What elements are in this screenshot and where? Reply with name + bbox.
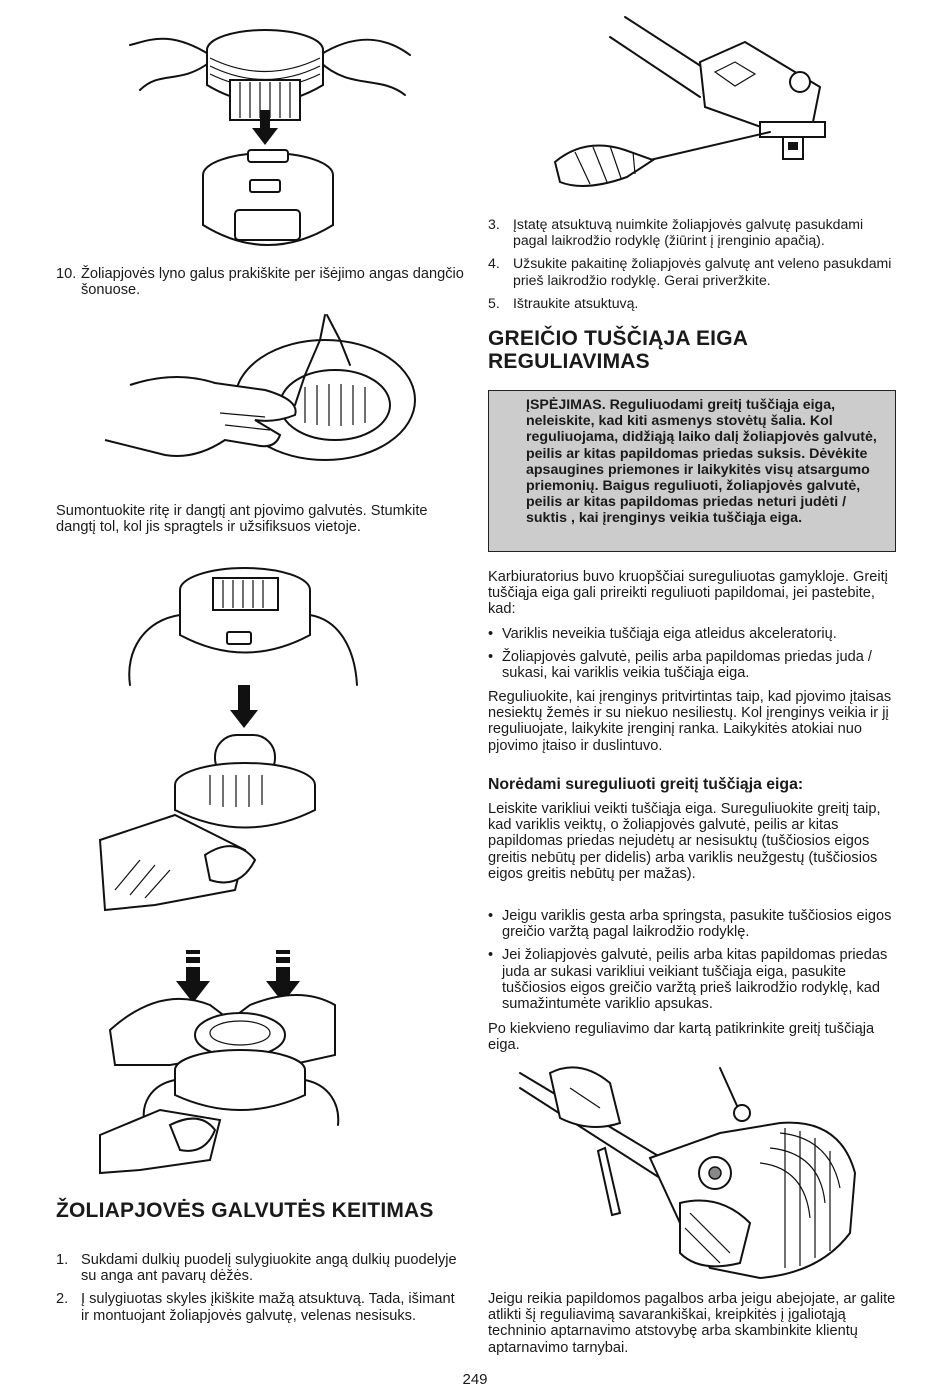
adjust-actions-list xyxy=(488,908,896,1012)
bullet-text: Variklis neveikia tuščiąja eiga atleidus akceleratorių. xyxy=(502,626,837,642)
step-num: 1. xyxy=(56,1252,69,1268)
bullet-text: Jeigu variklis gesta arba springsta, pasukite tuščiosios eigos greičio varžtą pagal laikrodžio rodyklę. xyxy=(502,908,892,941)
list-item: • Variklis neveikia tuščiąja eiga atleidus akceleratorių. xyxy=(488,626,837,642)
step-10-num: 10. xyxy=(56,266,77,282)
step-num: 5. xyxy=(488,294,500,311)
step-num: 3. xyxy=(488,216,500,232)
idle-intro: Karbiuratorius buvo kruopščiai sureguliuotas gamykloje. Greitį tuščiąja eiga gali prireikti reguliuoti papildomai, jei pastebite, kad: xyxy=(488,569,888,618)
step-text: Ištraukite atsuktuvą. xyxy=(513,294,639,311)
after-paragraph: Po kiekvieno reguliavimo dar kartą patikrinkite greitį tuščiąja eiga. xyxy=(488,1021,875,1054)
step-num: 2. xyxy=(56,1291,69,1308)
remove-head-steps xyxy=(488,216,896,311)
step-num: 4. xyxy=(488,255,500,272)
step-text: Įstatę atsuktuvą nuimkite žoliapjovės galvutę pasukdami pagal laikrodžio rodyklę (žiūrint į įrenginio apačią). xyxy=(513,216,864,249)
cover-onto-head-illustration xyxy=(95,560,375,920)
list-item xyxy=(488,295,896,311)
final-paragraph: Jeigu reikia papildomos pagalbos arba jeigu abejojate, ar galite atlikti šį reguliavimą savarankiškai, kreipkitės į įgaliotąją techninio aptarnavimo atstovybę arba skambinkite klientų aptarnavimo tarnybai. xyxy=(488,1291,896,1356)
bullet-text: Jei žoliapjovės galvutė, peilis arba kitas papildomas priedas juda ar sukasi varikliui veikiant tuščiąja eiga, pasukite tuščiosios eigos greičio varžtą prieš laikrodžio rodyklę, kad sumažintumėte variklio apsukas. xyxy=(502,947,888,1013)
adjust-paragraph: Reguliuokite, kai įrenginys pritvirtintas taip, kad pjovimo įtaisas nesiektų žemės ir su niekuo nesiliestų. Kol įrenginys veikia ir jį reguliuojate, laikykite įrenginį ranka. Laikykitės atokiai nuo pjovimo įtaiso ir duslintuvo. xyxy=(488,689,892,754)
list-item xyxy=(488,255,896,287)
section-title-head-replace: ŽOLIAPJOVĖS GALVUTĖS KEITIMAS xyxy=(56,1199,434,1222)
sub-paragraph: Leiskite varikliui veikti tuščiąja eiga. Sureguliuokite greitį taip, kad variklis veiktų, o žoliapjovės galvutė, peilis ar kitas papildomas priedas nejudėtų ar nesisuktų (tuščiosios eigos greitis nebūtų per didelis) arba variklis neužgestų (tuščiosios eigos greitis nebūtų per mažas). xyxy=(488,801,881,882)
step-10 xyxy=(56,266,464,298)
section-title-idle-speed: GREIČIO TUŠČIĄJA EIGA REGULIAVIMAS xyxy=(488,327,748,373)
list-item xyxy=(488,216,896,248)
screwdriver-shaft-illustration xyxy=(555,12,845,207)
idle-conditions-list xyxy=(488,626,896,682)
list-item xyxy=(56,1252,464,1284)
list-item: • Žoliapjovės galvutė, peilis arba papildomas priedas juda / sukasi, kai variklis veikia tuščiąja eiga. xyxy=(488,649,896,681)
idle-screw-engine-illustration xyxy=(520,1063,865,1283)
step-text: Užsukite pakaitinę žoliapjovės galvutę ant veleno pasukdami prieš laikrodžio rodyklę. Gerai priveržkite. xyxy=(513,255,892,288)
list-item: • Jeigu variklis gesta arba springsta, pasukite tuščiosios eigos greičio varžtą pagal laikrodžio rodyklę. xyxy=(488,908,896,940)
spool-into-cover-illustration xyxy=(130,10,420,260)
warning-box xyxy=(488,390,896,552)
subheading-adjust: Norėdami sureguliuoti greitį tuščiąja eiga: xyxy=(488,776,804,793)
assemble-paragraph: Sumontuokite ritę ir dangtį ant pjovimo galvutės. Stumkite dangtį tol, kol jis spragtels ir užsifiksuos vietoje. xyxy=(56,503,428,536)
thread-line-illustration xyxy=(105,305,435,495)
bullet-text: Žoliapjovės galvutė, peilis arba papildomas priedas juda / sukasi, kai variklis veikia tuščiąja eiga. xyxy=(502,649,872,682)
step-text: Į sulygiuotas skyles įkiškite mažą atsuktuvą. Tada, išimant ir montuojant žoliapjovės galvutę, velenas nesisuks. xyxy=(81,1291,455,1324)
list-item: • Jei žoliapjovės galvutė, peilis arba kitas papildomas priedas juda ar sukasi varikliui veikiant tuščiąja eiga, pasukite tuščiosios eigos greičio varžtą prieš laikrodžio rodyklę, kad sumažintumėte variklio apsukas. xyxy=(488,947,896,1012)
press-cover-illustration xyxy=(100,945,340,1175)
list-item xyxy=(56,1291,464,1323)
head-replace-steps xyxy=(56,1252,464,1324)
step-10-text: Žoliapjovės lyno galus prakiškite per išėjimo angas dangčio šonuose. xyxy=(81,266,464,299)
step-text: Sukdami dulkių puodelį sulygiuokite angą dulkių puodelyje su anga ant pavarų dėžės. xyxy=(81,1252,457,1285)
page-number: 249 xyxy=(462,1371,488,1388)
warning-text: ĮSPĖJIMAS. Reguliuodami greitį tuščiąja eiga, neleiskite, kad kiti asmenys stovėtų šalia. Kol reguliuojama, didžiąją laiko dalį žoliapjovės galvutė, peilis ar kitas papildomas priedas suksis. Dėvėkite apsaugines priemones ir laikykitės visų atsargumo priemonių. Baigus reguliuoti, žoliapjovės galvutė, peilis ar kitas papildomas priedas neturi judėti / suktis , kai įrenginys veikia tuščiąja eiga. xyxy=(526,397,877,527)
